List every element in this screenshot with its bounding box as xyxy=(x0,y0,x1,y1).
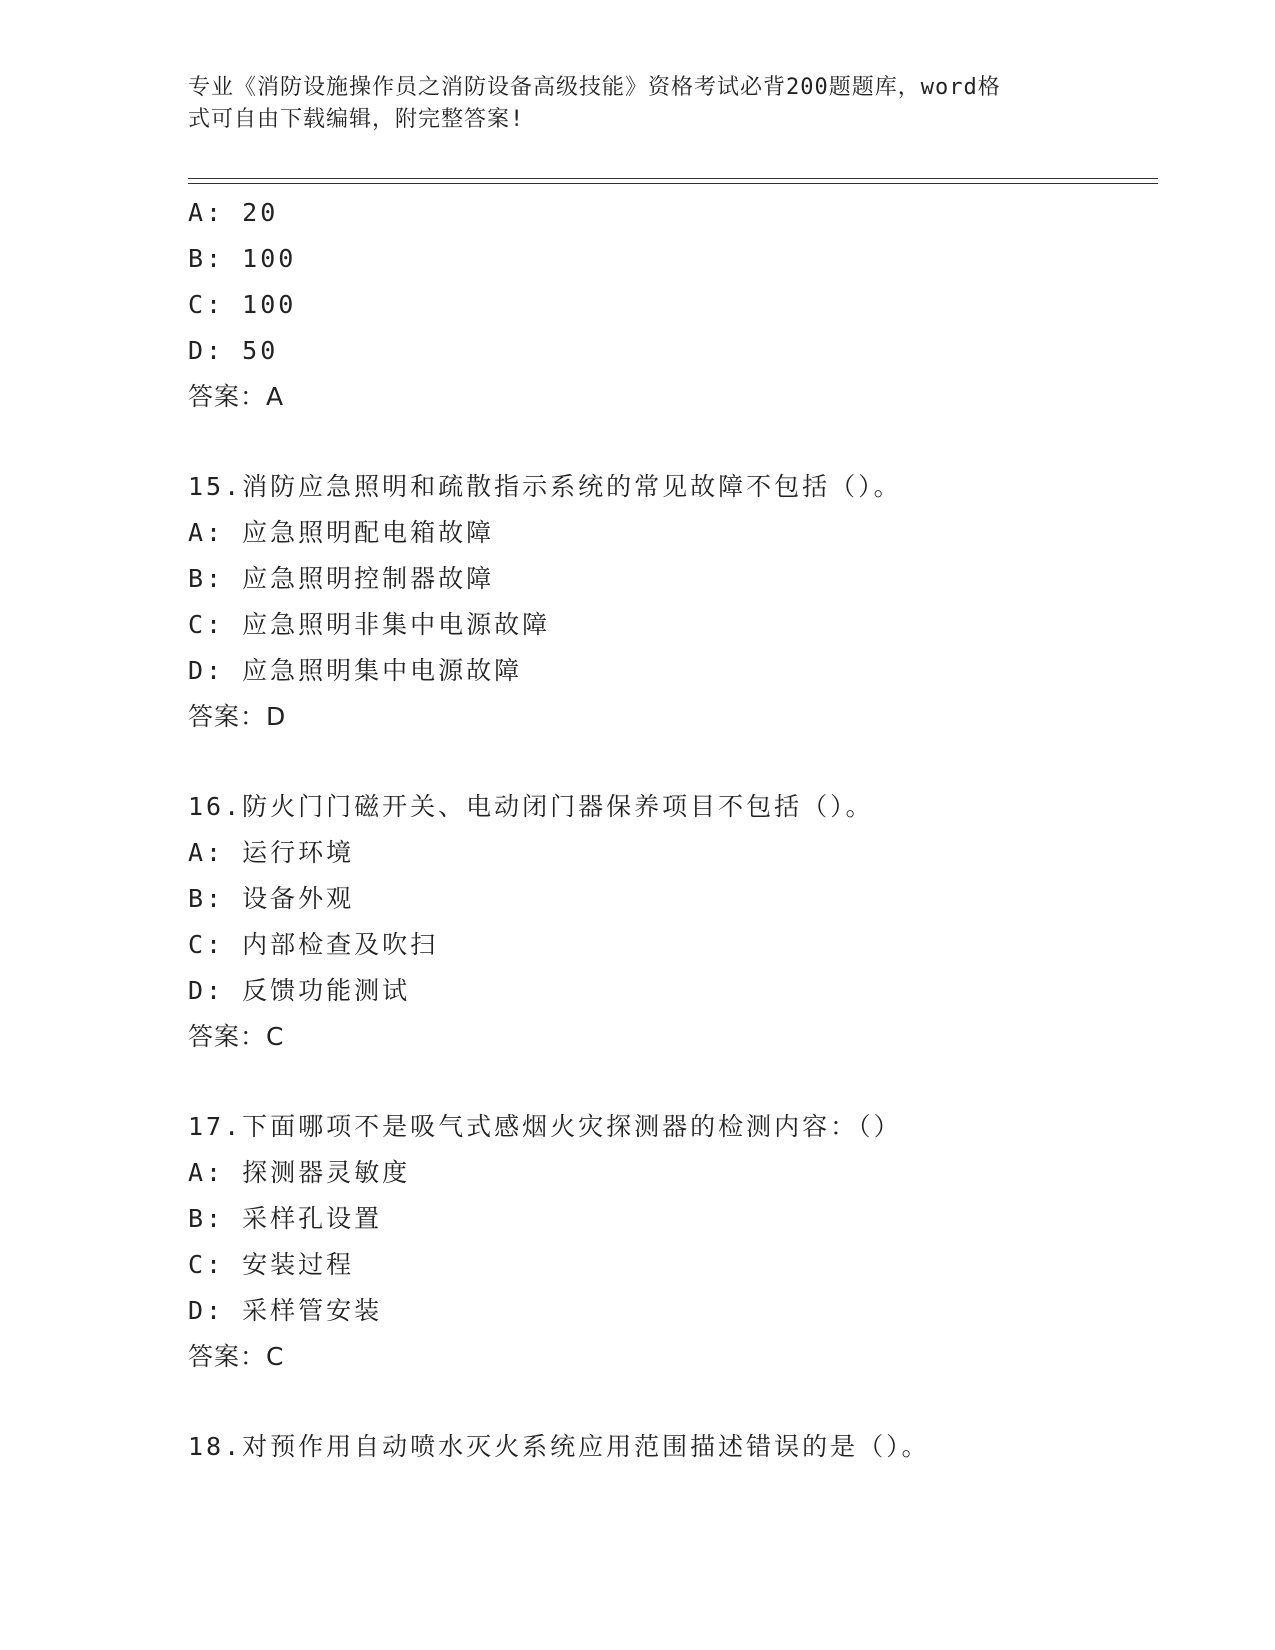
option-b: B: 采样孔设置 xyxy=(188,1204,383,1233)
header-divider-bottom xyxy=(188,183,1158,184)
option-c: C: 内部检查及吹扫 xyxy=(188,930,439,959)
answer-line: 答案：C xyxy=(188,1022,285,1051)
question-17-block xyxy=(188,1104,1158,1380)
question-14-block xyxy=(188,190,1158,420)
option-d: D: 采样管安装 xyxy=(188,1296,383,1325)
option-b: B: 100 xyxy=(188,244,297,273)
option-c: C: 应急照明非集中电源故障 xyxy=(188,610,551,639)
question-list xyxy=(188,190,1158,1470)
option-c: C: 安装过程 xyxy=(188,1250,355,1279)
answer-line: 答案：D xyxy=(188,702,287,731)
option-a: A: 应急照明配电箱故障 xyxy=(188,518,495,547)
question-text: 18.对预作用自动喷水灭火系统应用范围描述错误的是（）。 xyxy=(188,1432,930,1461)
header-line-2: 式可自由下载编辑，附完整答案! xyxy=(188,107,525,132)
header-line-1: 专业《消防设施操作员之消防设备高级技能》资格考试必背200题题库，word格 xyxy=(188,75,1001,100)
spacer xyxy=(188,420,1158,464)
answer-line: 答案：A xyxy=(188,382,285,411)
question-text: 17.下面哪项不是吸气式感烟火灾探测器的检测内容：（） xyxy=(188,1112,902,1141)
option-d: D: 50 xyxy=(188,336,279,365)
option-b: B: 应急照明控制器故障 xyxy=(188,564,495,593)
option-a: A: 运行环境 xyxy=(188,838,355,867)
question-text: 16.防火门门磁开关、电动闭门器保养项目不包括（）。 xyxy=(188,792,874,821)
answer-line: 答案：C xyxy=(188,1342,285,1371)
spacer xyxy=(188,740,1158,784)
question-text: 15.消防应急照明和疏散指示系统的常见故障不包括（）。 xyxy=(188,472,902,501)
question-15-block xyxy=(188,464,1158,740)
header-divider-top xyxy=(188,178,1158,179)
option-a: A: 探测器灵敏度 xyxy=(188,1158,411,1187)
question-18-block xyxy=(188,1424,1158,1470)
option-d: D: 应急照明集中电源故障 xyxy=(188,656,523,685)
option-a: A: 20 xyxy=(188,198,279,227)
document-header xyxy=(188,72,1068,136)
spacer xyxy=(188,1060,1158,1104)
spacer xyxy=(188,1380,1158,1424)
option-c: C: 100 xyxy=(188,290,297,319)
option-b: B: 设备外观 xyxy=(188,884,355,913)
question-16-block xyxy=(188,784,1158,1060)
option-d: D: 反馈功能测试 xyxy=(188,976,411,1005)
